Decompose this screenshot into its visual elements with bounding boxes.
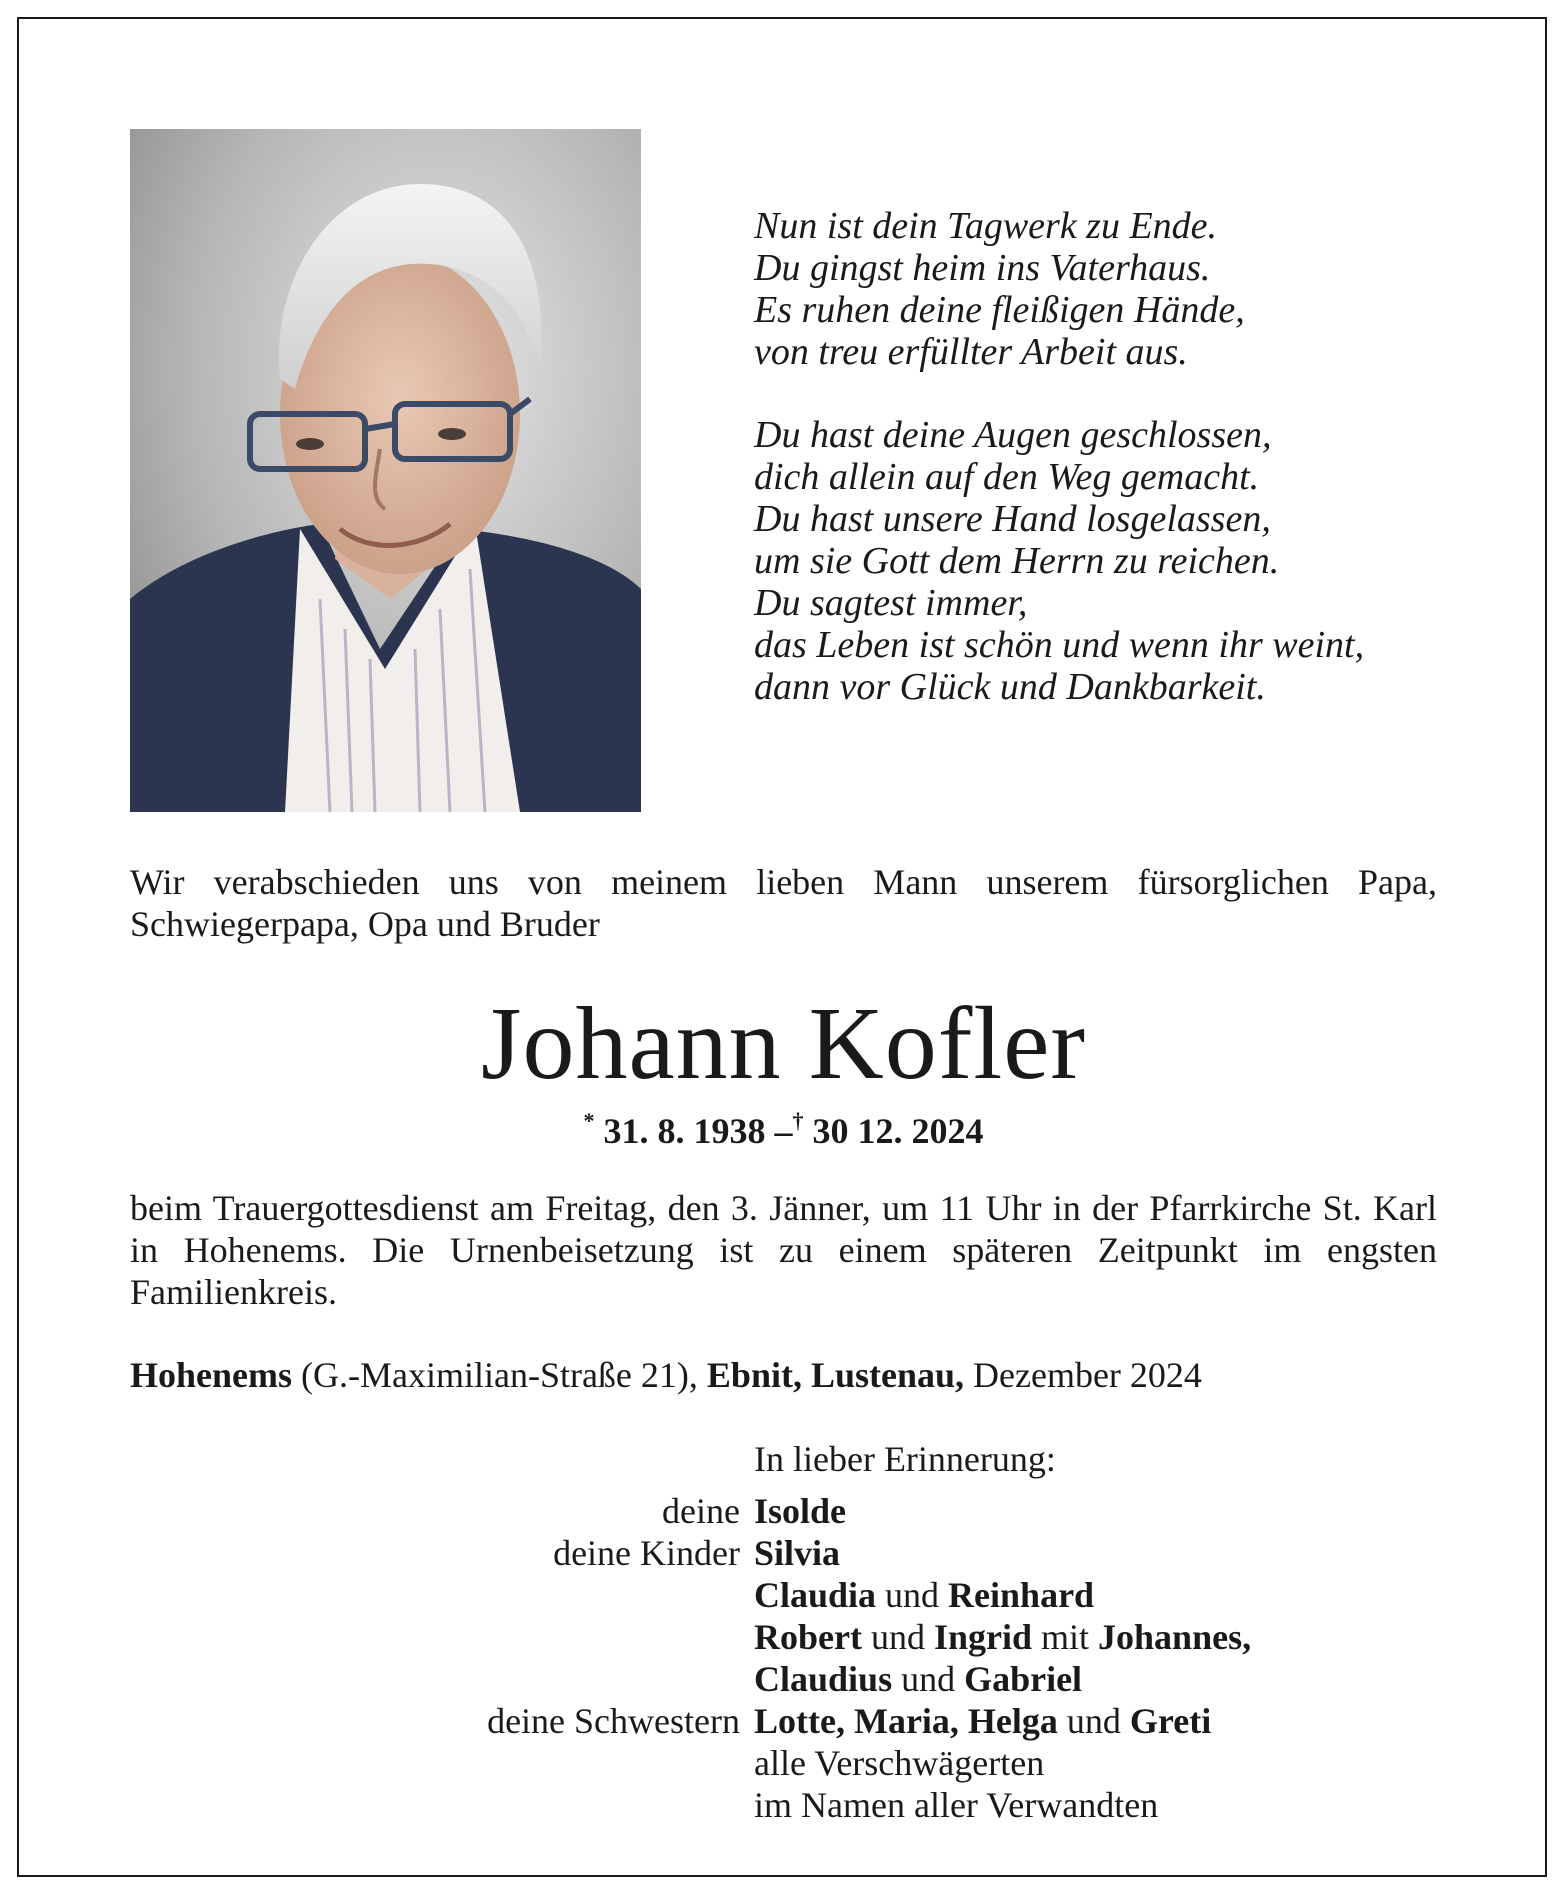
mourner-connector: und <box>892 1659 965 1699</box>
mourner-names <box>754 1532 840 1574</box>
mourner-row <box>0 1658 1567 1700</box>
poem-stanza-1 <box>754 205 1454 373</box>
mourner-name: Robert <box>754 1617 862 1657</box>
mourner-row <box>0 1532 1567 1574</box>
mourner-names <box>754 1490 846 1532</box>
poem-line: von treu erfüllter Arbeit aus. <box>754 331 1188 373</box>
place-date: Dezember 2024 <box>964 1355 1202 1395</box>
mourners-list <box>0 1490 1567 1826</box>
poem-line: Du sagtest immer, <box>754 582 1028 624</box>
poem-line: Nun ist dein Tagwerk zu Ende. <box>754 205 1218 247</box>
mourner-connector: und <box>861 1617 934 1657</box>
place-town-1: Hohenems <box>130 1355 292 1395</box>
mourner-names <box>754 1574 1094 1616</box>
place-address: (G.-Maximilian-Straße 21), <box>292 1355 707 1395</box>
birth-date: 31. 8. 1938 <box>603 1111 766 1151</box>
mourner-name: Claudia <box>754 1575 877 1615</box>
poem <box>754 205 1454 708</box>
mourner-row <box>0 1700 1567 1742</box>
mourner-row <box>0 1742 1567 1784</box>
place-town-2: Ebnit, Lustenau, <box>706 1355 965 1395</box>
mourner-row <box>0 1574 1567 1616</box>
mourner-name: Gabriel <box>964 1659 1083 1699</box>
date-separator: – <box>774 1111 793 1151</box>
portrait-photo <box>130 129 641 812</box>
mourner-connector: und <box>876 1575 949 1615</box>
mourner-name: Claudius <box>754 1659 893 1699</box>
deceased-name: Johann Kofler <box>480 986 1087 1101</box>
poem-line: dann vor Glück und Dankbarkeit. <box>754 666 1266 708</box>
mourner-name: Ingrid <box>933 1617 1033 1657</box>
mourner-row <box>0 1490 1567 1532</box>
mourner-connector: mit <box>1032 1617 1099 1657</box>
service-text: beim Trauergottesdienst am Freitag, den 3. Jänner, um 11 Uhr in der Pfarrkirche St. Karl in Hohenems. Die Urnenbeisetzung ist zu einem späteren Zeitpunkt im engsten Familienkreis. <box>130 1188 1437 1312</box>
birth-symbol: * <box>583 1108 595 1133</box>
poem-line: Du hast deine Augen geschlossen, <box>754 414 1272 456</box>
mourner-name: Silvia <box>754 1533 841 1573</box>
mourner-row <box>0 1784 1567 1826</box>
mourner-name: Lotte, Maria, Helga <box>754 1701 1058 1741</box>
mourner-label: deine Kinder <box>553 1533 740 1573</box>
mourner-name: Greti <box>1129 1701 1212 1741</box>
death-date: 30 12. 2024 <box>812 1111 984 1151</box>
poem-line: dich allein auf den Weg gemacht. <box>754 456 1260 498</box>
mourner-names <box>754 1658 1082 1700</box>
mourner-name: Isolde <box>754 1491 847 1531</box>
place-date-line <box>130 1354 1437 1396</box>
mourner-connector: und <box>1057 1701 1130 1741</box>
poem-line: das Leben ist schön und wenn ihr weint, <box>754 624 1365 666</box>
poem-stanza-2 <box>754 414 1454 708</box>
mourner-names <box>754 1616 1251 1658</box>
mourner-name: Johannes, <box>1098 1617 1252 1657</box>
death-symbol: † <box>792 1108 804 1133</box>
mourner-label: deine Schwestern <box>487 1701 740 1741</box>
mourner-label: deine <box>662 1491 740 1531</box>
poem-line: Du hast unsere Hand losgelassen, <box>754 498 1271 540</box>
mourner-row <box>0 1616 1567 1658</box>
mourner-names <box>754 1700 1211 1742</box>
poem-line: Es ruhen deine fleißigen Hände, <box>754 289 1245 331</box>
mourner-text: alle Verschwägerten <box>754 1743 1045 1783</box>
memory-heading: In lieber Erinnerung: <box>754 1439 1056 1479</box>
life-dates <box>0 1101 1567 1153</box>
poem-line: Du gingst heim ins Vaterhaus. <box>754 247 1211 289</box>
intro-text: Wir verabschieden uns von meinem lieben Mann unserem fürsorglichen Papa, Schwiegerpapa, Opa und Bruder <box>130 862 1437 944</box>
mourner-text: im Namen aller Verwandten <box>754 1785 1159 1825</box>
poem-line: um sie Gott dem Herrn zu reichen. <box>754 540 1280 582</box>
mourner-name: Reinhard <box>948 1575 1095 1615</box>
